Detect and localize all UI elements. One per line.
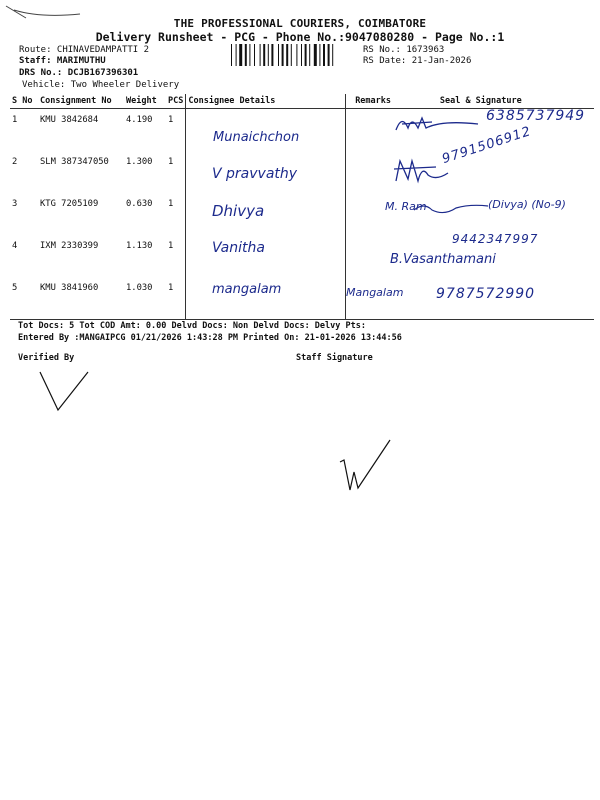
rs-date: RS Date: 21-Jan-2026	[363, 56, 472, 66]
col-signature: Seal & Signature	[400, 94, 594, 109]
handwritten-name-3: Dhivya	[212, 202, 265, 220]
cell-weight: 4.190	[126, 115, 153, 125]
route: Route: CHINAVEDAMPATTI 2	[19, 45, 150, 55]
verified-by-label: Verified By	[18, 353, 75, 363]
rs-number: RS No.: 1673963	[363, 45, 445, 55]
handwritten-remark-5: Mangalam	[346, 286, 404, 299]
cell-pcs: 1	[168, 199, 174, 209]
handwritten-name-1: Munaichchon	[213, 130, 300, 145]
col-sno: S No	[10, 94, 38, 109]
handwritten-phone-2: 9791506912	[440, 124, 534, 167]
cell-consignee	[186, 193, 346, 235]
signature-1	[392, 110, 482, 140]
cell-pcs: 1	[168, 115, 174, 125]
drs-number: DRS No.: DCJB167396301	[19, 68, 139, 78]
cell-weight: 0.630	[126, 199, 153, 209]
totals-line: Tot Docs: 5 Tot COD Amt: 0.00 Delvd Docs: Non Delvd Docs: Delvy Pts:	[18, 321, 366, 331]
cell-consignment: KTG 7205109	[40, 199, 99, 209]
cell-consignment: KMU 3842684	[40, 115, 99, 125]
cell-consignment: SLM 387347050	[40, 157, 109, 167]
runsheet-subtitle: Delivery Runsheet - PCG - Phone No.:9047080280 - Page No.:1	[95, 30, 505, 44]
cell-consignee	[186, 235, 346, 277]
cell-sno: 1	[12, 115, 18, 125]
barcode	[231, 44, 359, 66]
col-consignee: Consignee Details	[186, 94, 346, 109]
handwritten-name-2: V pravvathy	[212, 166, 298, 182]
col-weight: Weight	[124, 94, 166, 109]
table-row	[10, 151, 594, 193]
cell-sno: 4	[12, 241, 18, 251]
staff-check-mark	[334, 436, 394, 496]
cell-pcs: 1	[168, 157, 174, 167]
staff-signature-label: Staff Signature	[296, 353, 373, 363]
col-pcs: PCS	[166, 94, 186, 109]
vehicle: Vehicle: Two Wheeler Delivery	[22, 80, 180, 90]
cell-consignment: IXM 2330399	[40, 241, 99, 251]
company-title: THE PROFESSIONAL COURIERS, COIMBATORE	[173, 17, 427, 30]
handwritten-sig-4: B.Vasanthamani	[390, 252, 496, 267]
cell-pcs: 1	[166, 277, 186, 320]
col-consignment: Consignment No	[38, 94, 124, 109]
handwritten-phone-1: 6385737949	[486, 108, 586, 124]
signature-3	[410, 198, 490, 218]
entered-by-line: Entered By :MANGAIPCG 01/21/2026 1:43:28 PM Printed On: 21-01-2026 13:44:56	[18, 333, 402, 343]
handwritten-name-5: mangalam	[212, 282, 282, 297]
cell-consignment: KMU 3841960	[38, 277, 124, 320]
handwritten-name-4: Vanitha	[212, 240, 265, 256]
cell-sno: 3	[12, 199, 18, 209]
staff: Staff: MARIMUTHU	[19, 56, 106, 66]
table-header-row	[10, 94, 594, 109]
cell-weight: 1.300	[126, 157, 153, 167]
handwritten-sig-3: (Divya) (No-9)	[488, 198, 566, 211]
handwritten-remark-3: M. Ram	[385, 200, 427, 213]
cell-sno: 2	[12, 157, 18, 167]
verified-check-mark	[34, 366, 94, 416]
cell-sno: 5	[10, 277, 38, 320]
cell-pcs: 1	[168, 241, 174, 251]
signature-2	[392, 155, 452, 187]
cell-weight: 1.030	[124, 277, 166, 320]
handwritten-phone-3: 9787572990	[436, 286, 536, 302]
col-remarks: Remarks	[346, 94, 400, 109]
handwritten-phone-4: 9442347997	[452, 232, 539, 246]
cell-weight: 1.130	[126, 241, 153, 251]
